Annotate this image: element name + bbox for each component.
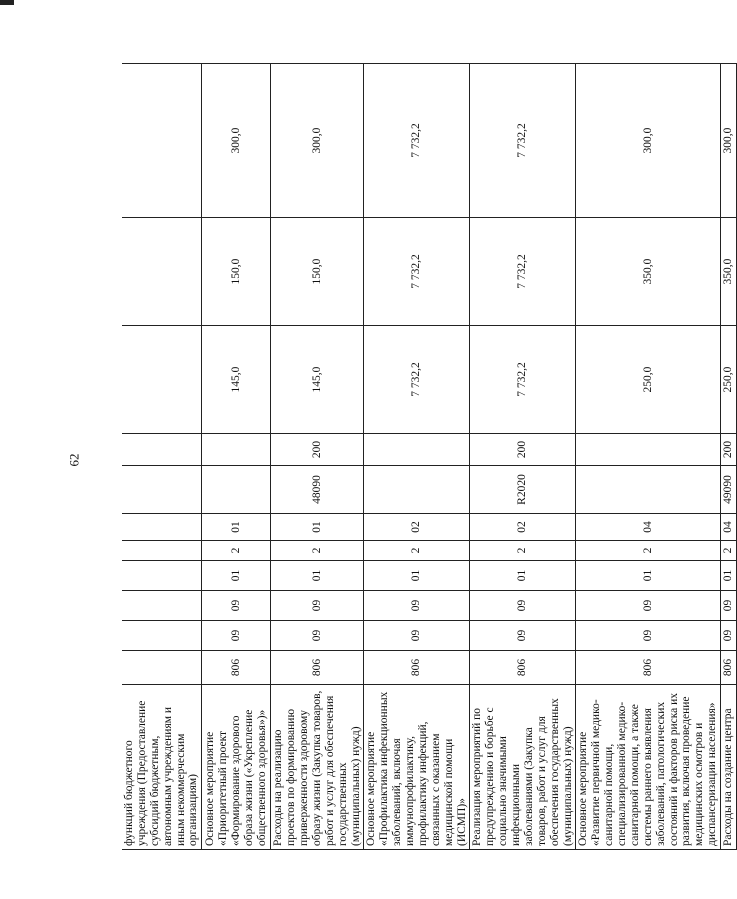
subsection-code-cell: 09 <box>470 591 576 621</box>
expense-name-cell: функций бюджетного учреждения (Предоставление субсидий бюджетным, автономным учреждениям и иным некоммерческим организациям) <box>122 685 202 850</box>
amount-year3-cell: 300,0 <box>202 64 271 218</box>
expense-name-cell: Реализация мероприятий по предупреждению и борьбе с социально значимыми инфекционными заболеваниями (Закупка товаров, работ и услуг для обеспечения государственных (муниципальных) нужд) <box>470 685 576 850</box>
expense-type-code-cell <box>364 434 470 466</box>
table-row <box>364 64 470 850</box>
section-code-cell: 09 <box>202 621 271 651</box>
subprogram-code-cell <box>122 541 202 561</box>
section-code-cell: 09 <box>576 621 721 651</box>
grbs-code-cell: 806 <box>721 651 737 685</box>
expense-type-code-cell <box>202 434 271 466</box>
event-code-cell: 04 <box>721 514 737 541</box>
amount-year3-cell: 300,0 <box>721 64 737 218</box>
direction-code-cell <box>202 466 271 514</box>
table-body <box>122 64 736 850</box>
direction-code-cell: R2020 <box>470 466 576 514</box>
amount-year1-cell: 250,0 <box>721 326 737 434</box>
direction-code-cell: 48090 <box>271 466 364 514</box>
amount-year3-cell <box>122 64 202 218</box>
rotated-table-container <box>122 64 734 850</box>
section-code-cell: 09 <box>364 621 470 651</box>
grbs-code-cell: 806 <box>470 651 576 685</box>
direction-code-cell <box>364 466 470 514</box>
expense-name-cell: Расходы на реализацию проектов по формированию приверженности здоровому образу жизни (Закупка товаров, работ и услуг для обеспечения государственных (муниципальных) нужд) <box>271 685 364 850</box>
direction-code-cell: 49090 <box>721 466 737 514</box>
table-row <box>576 64 721 850</box>
amount-year3-cell: 7 732,2 <box>470 64 576 218</box>
amount-year2-cell: 350,0 <box>721 218 737 326</box>
program-code-cell: 01 <box>721 561 737 591</box>
subprogram-code-cell: 2 <box>576 541 721 561</box>
direction-code-cell <box>122 466 202 514</box>
amount-year1-cell: 7 732,2 <box>364 326 470 434</box>
expense-name-cell: Расходы на создание центра <box>721 685 737 850</box>
subprogram-code-cell: 2 <box>202 541 271 561</box>
program-code-cell: 01 <box>364 561 470 591</box>
amount-year1-cell: 145,0 <box>271 326 364 434</box>
table-row <box>721 64 737 850</box>
section-code-cell: 09 <box>721 621 737 651</box>
amount-year2-cell: 150,0 <box>202 218 271 326</box>
expense-type-code-cell <box>576 434 721 466</box>
amount-year3-cell: 300,0 <box>576 64 721 218</box>
scan-corner-mark <box>0 0 14 5</box>
subprogram-code-cell: 2 <box>470 541 576 561</box>
event-code-cell: 01 <box>202 514 271 541</box>
expense-type-code-cell <box>122 434 202 466</box>
event-code-cell <box>122 514 202 541</box>
event-code-cell: 01 <box>271 514 364 541</box>
expense-name-cell: Основное мероприятие «Профилактика инфекционных заболеваний, включая иммунопрофилактику, профилактику инфекций, связанных с оказанием медицинской помощи (ИСМП)» <box>364 685 470 850</box>
event-code-cell: 04 <box>576 514 721 541</box>
subsection-code-cell: 09 <box>721 591 737 621</box>
section-code-cell: 09 <box>470 621 576 651</box>
amount-year1-cell <box>122 326 202 434</box>
program-code-cell: 01 <box>202 561 271 591</box>
program-code-cell <box>122 561 202 591</box>
subsection-code-cell: 09 <box>364 591 470 621</box>
amount-year3-cell: 7 732,2 <box>364 64 470 218</box>
amount-year2-cell: 7 732,2 <box>364 218 470 326</box>
table-row <box>470 64 576 850</box>
grbs-code-cell: 806 <box>576 651 721 685</box>
section-code-cell <box>122 621 202 651</box>
program-code-cell: 01 <box>470 561 576 591</box>
direction-code-cell <box>576 466 721 514</box>
page-number: 62 <box>66 453 82 467</box>
amount-year1-cell: 145,0 <box>202 326 271 434</box>
table-row <box>122 64 202 850</box>
event-code-cell: 02 <box>470 514 576 541</box>
amount-year1-cell: 7 732,2 <box>470 326 576 434</box>
grbs-code-cell: 806 <box>271 651 364 685</box>
subsection-code-cell: 09 <box>271 591 364 621</box>
expense-name-cell: Основное мероприятие «Развитие первичной медико-санитарной помощи, специализированной медико-санитарной помощи, а также системы раннего выявления заболеваний, патологических состояний и факторов риска их развития, включая проведение медицинских осмотров и диспансеризации населения» <box>576 685 721 850</box>
grbs-code-cell <box>122 651 202 685</box>
event-code-cell: 02 <box>364 514 470 541</box>
subsection-code-cell: 09 <box>202 591 271 621</box>
program-code-cell: 01 <box>576 561 721 591</box>
subsection-code-cell: 09 <box>576 591 721 621</box>
expense-type-code-cell: 200 <box>271 434 364 466</box>
amount-year2-cell: 150,0 <box>271 218 364 326</box>
grbs-code-cell: 806 <box>364 651 470 685</box>
amount-year2-cell <box>122 218 202 326</box>
amount-year1-cell: 250,0 <box>576 326 721 434</box>
amount-year2-cell: 7 732,2 <box>470 218 576 326</box>
expense-name-cell: Основное мероприятие «Приоритетный проект «Формирование здорового образа жизни («Укрепление общественного здоровья»)» <box>202 685 271 850</box>
budget-table <box>122 63 737 850</box>
expense-type-code-cell: 200 <box>470 434 576 466</box>
subsection-code-cell <box>122 591 202 621</box>
subprogram-code-cell: 2 <box>271 541 364 561</box>
program-code-cell: 01 <box>271 561 364 591</box>
amount-year3-cell: 300,0 <box>271 64 364 218</box>
expense-type-code-cell: 200 <box>721 434 737 466</box>
subprogram-code-cell: 2 <box>721 541 737 561</box>
grbs-code-cell: 806 <box>202 651 271 685</box>
amount-year2-cell: 350,0 <box>576 218 721 326</box>
table-row <box>271 64 364 850</box>
section-code-cell: 09 <box>271 621 364 651</box>
subprogram-code-cell: 2 <box>364 541 470 561</box>
table-row <box>202 64 271 850</box>
